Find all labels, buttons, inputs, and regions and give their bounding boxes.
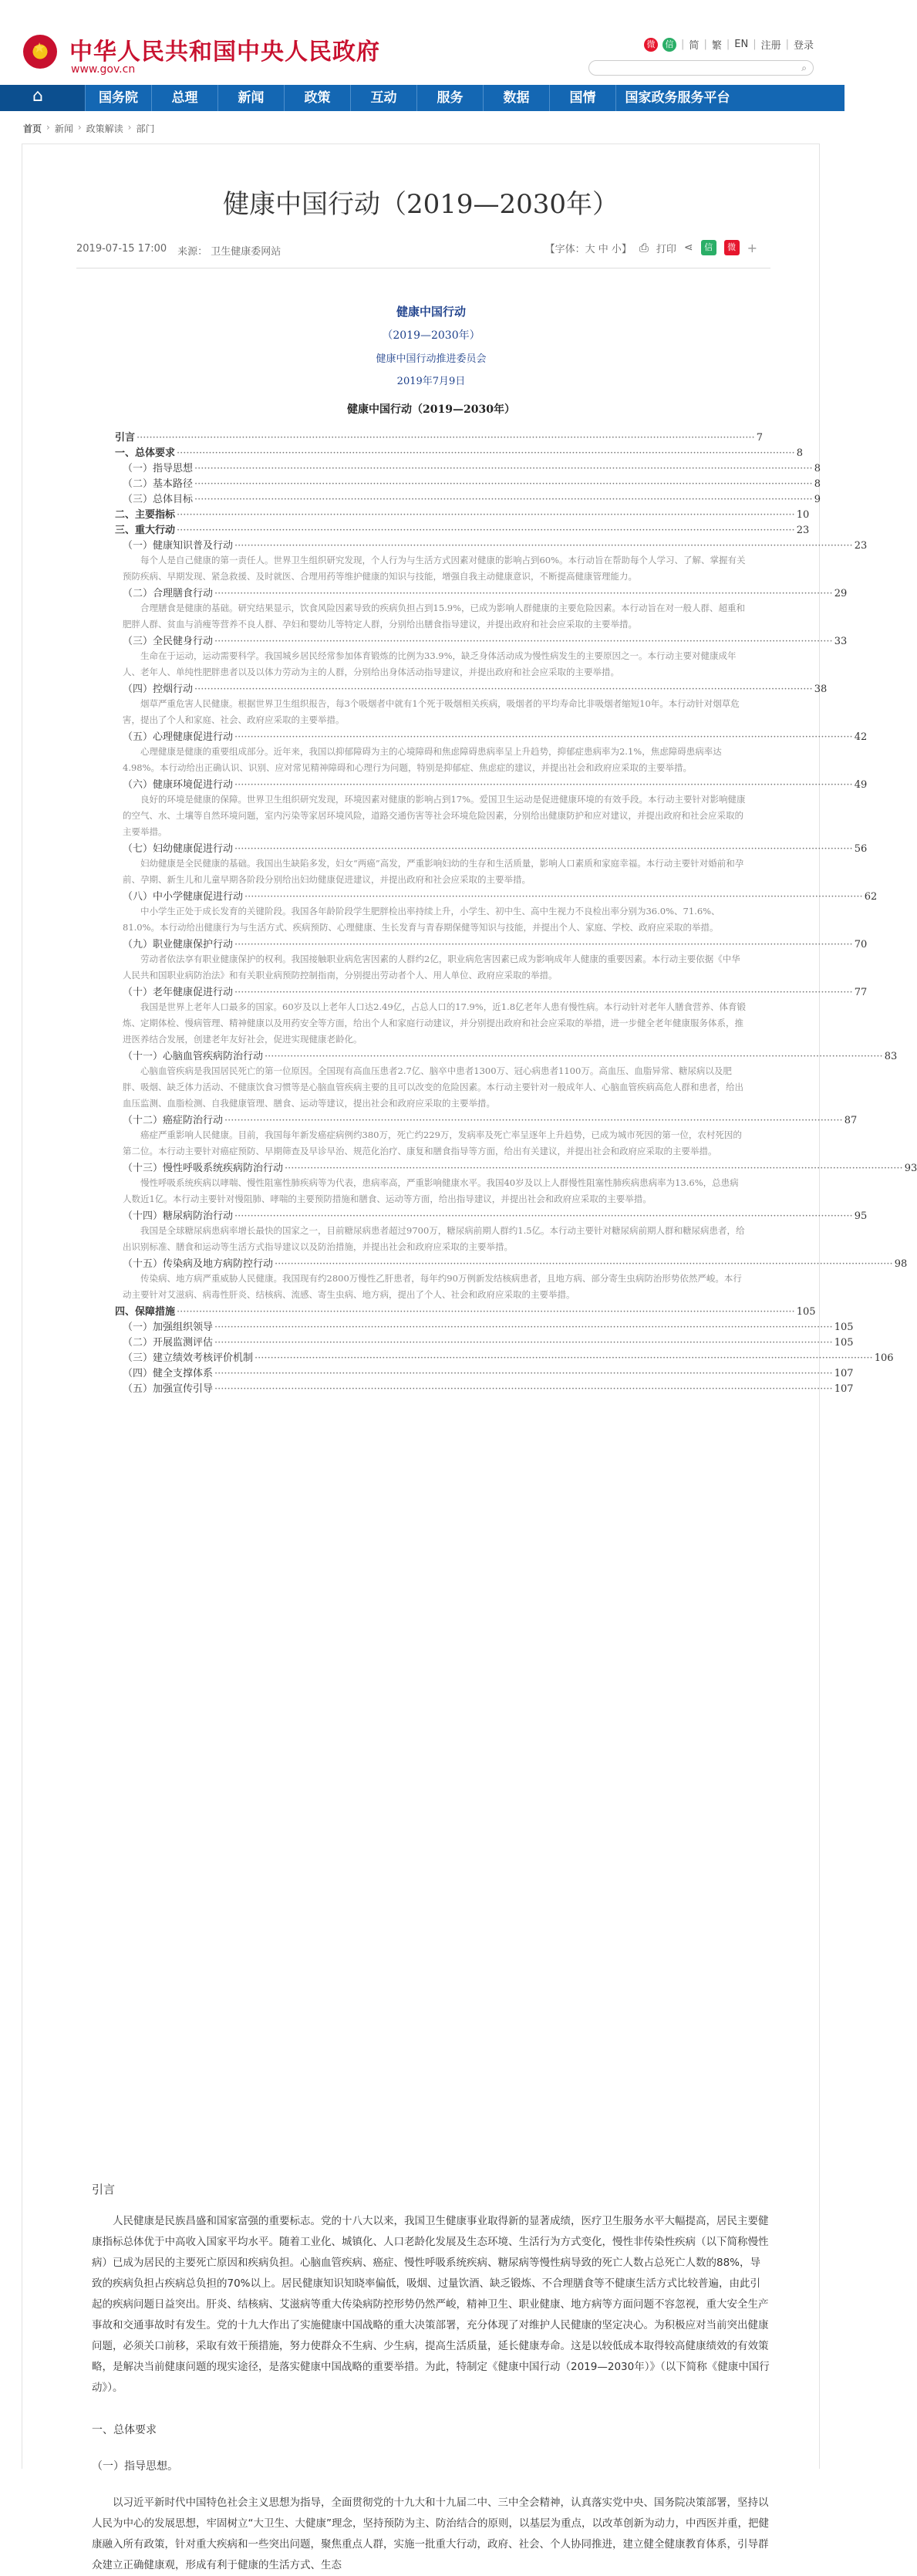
toc-entry[interactable]	[115, 460, 821, 475]
toc-entry[interactable]	[115, 776, 868, 792]
lang-simplified-link[interactable]: 简	[689, 40, 700, 52]
print-button[interactable]: 打印	[656, 243, 676, 255]
toc-entry-page: 8	[814, 463, 821, 474]
toc-entry-description: 每个人是自己健康的第一责任人。世界卫生组织研究发现，个人行为与生活方式因素对健康的影响占到60%。本行动旨在帮助每个人学习、了解、掌握有关预防疾病、早期发现、紧急救援、及时就医、合理用药等维护健康的知识与技能，增强自我主动健康意识，不断提高健康管理能力。	[123, 555, 746, 582]
toc-entry-label: （三）全民健身行动	[123, 636, 214, 647]
publish-date: 2019-07-15 17:00	[76, 243, 167, 255]
toc-entry[interactable]	[115, 1349, 894, 1365]
toc-entry[interactable]	[115, 444, 803, 460]
toc-leader-dots	[137, 432, 755, 444]
toc-entry-label: （七）妇幼健康促进行动	[123, 843, 234, 855]
toc-entry[interactable]	[115, 1303, 816, 1318]
toc-entry[interactable]	[115, 984, 868, 999]
toc-entry[interactable]	[115, 1365, 854, 1380]
toc-entry-label: 二、主要指标	[115, 509, 176, 521]
toc-entry-page: 29	[834, 588, 848, 599]
toc-leader-dots	[224, 1115, 843, 1126]
toc-entry-label: （一）健康知识普及行动	[123, 540, 234, 552]
toc-entry[interactable]	[115, 728, 868, 744]
home-icon[interactable]	[0, 85, 85, 111]
search-input[interactable]	[597, 62, 790, 76]
toc-leader-dots	[234, 779, 853, 791]
toc-entry[interactable]	[115, 680, 828, 696]
doc-years: （2019—2030年）	[382, 329, 480, 342]
lang-english-link[interactable]: EN	[734, 39, 749, 50]
toc-entry-label: （三）总体目标	[123, 494, 194, 505]
breadcrumb-home[interactable]: 首页	[23, 123, 42, 134]
toc-leader-dots	[177, 525, 795, 536]
toc-entry-label: （三）建立绩效考核评价机制	[123, 1352, 254, 1364]
article-title: 健康中国行动（2019—2030年）	[222, 189, 619, 220]
site-url: www.gov.cn	[71, 63, 136, 76]
toc-entry-page: 10	[796, 509, 810, 521]
toc-leader-dots	[177, 509, 795, 521]
toc-entry-label: 一、总体要求	[115, 447, 176, 459]
intro-paragraph: 人民健康是民族昌盛和国家富强的重要标志。党的十八大以来，我国卫生健康事业取得新的显著成绩，医疗卫生服务水平大幅提高，居民主要健康指标总体优于中高收入国家平均水平。随着工业化、城镇化、人口老龄化发展及生态环境、生活行为方式变化，慢性非传染性疾病（以下简称慢性病）已成为居民的主要死亡原因和疾病负担。心脑血管疾病、癌症、慢性呼吸系统疾病、糖尿病等慢性病导致的死亡人数占总死亡人数的88%，导致的疾病负担占疾病总负担的70%以上。居民健康知识知晓率偏低，吸烟、过量饮酒、缺乏锻炼、不合理膳食等不健康生活方式比较普遍，由此引起的疾病问题日益突出。肝炎、结核病、艾滋病等重大传染病防控形势仍然严峻，精神卫生、职业健康、地方病等方面问题不容忽视，重大安全生产事故和交通事故时有发生。党的十九大作出了实施健康中国战略的重大决策部署，充分体现了对维护人民健康的坚定决心。为积极应对当前突出健康问题，必须关口前移，采取有效干预措施，努力使群众不生病、少生病，提高生活质量，延长健康寿命。这是以较低成本取得较高健康绩效的有效策略，是解决当前健康问题的现实途径，是落实健康中国战略的重要举措。为此，特制定《健康中国行动（2019—2030年）》（以下简称《健康中国行动》）。	[92, 2215, 770, 2394]
toc-leader-dots	[177, 1306, 795, 1318]
toc-entry-label: （五）心理健康促进行动	[123, 731, 234, 743]
toc-entry[interactable]	[115, 1048, 898, 1063]
toc-leader-dots	[234, 731, 853, 743]
toc-entry[interactable]	[115, 522, 810, 537]
doc-date: 2019年7月9日	[396, 376, 466, 387]
toc-leader-dots	[285, 1163, 903, 1174]
toc-entry-page: 42	[854, 731, 868, 743]
document-body	[115, 299, 917, 1396]
toc-entry-description: 良好的环境是健康的保障。世界卫生组织研究发现，环境因素对健康的影响占到17%。爱国卫生运动是促进健康环境的有效手段。本行动主要针对影响健康的空气、水、土壤等自然环境问题，室内污染等家居环境风险，道路交通伤害等社会环境危险因素，分别给出健康防护和应对建议，并提出政府和社会应采取的主要举措。	[123, 794, 746, 837]
toc-entry[interactable]	[115, 840, 868, 856]
toc-leader-dots	[194, 494, 813, 505]
toc-entry[interactable]	[115, 491, 821, 506]
article-source: 来源： 卫生健康委网站	[177, 246, 282, 258]
toc-entry-description: 我国是世界上老年人口最多的国家。60岁及以上老年人口达2.49亿，占总人口的17.9%，近1.8亿老年人患有慢性病。本行动针对老年人膳食营养、体育锻炼、定期体检、慢病管理、精神健康以及用药安全等方面，给出个人和家庭行动建议，并分别提出政府和社会应采取的举措，进一步健全老年健康服务体系，推进医养结合发展，创建老年友好社会，促进实现健康老龄化。	[123, 1001, 747, 1045]
toc-entry-description: 心脑血管疾病是我国居民死亡的第一位原因。全国现有高血压患者2.7亿、脑卒中患者1300万、冠心病患者1100万。高血压、血脂异常、糖尿病以及肥胖、吸烟、缺乏体力活动、不健康饮食习惯等是心脑血管疾病主要的且可以改变的危险因素。本行动主要针对一般成年人、心脑血管疾病高危人群和患者，给出血压监测、血脂检测、自我健康管理、膳食、运动等建议，提出社会和政府应采取的主要举措。	[123, 1065, 743, 1109]
toc-entry-page: 106	[874, 1352, 894, 1364]
breadcrumb-department[interactable]: 部门	[136, 123, 155, 134]
nav-item-national-conditions[interactable]: 国情	[549, 85, 615, 111]
doc-committee: 健康中国行动推进委员会	[376, 353, 487, 365]
toc-leader-dots	[234, 987, 853, 998]
lang-traditional-link[interactable]: 繁	[711, 40, 722, 52]
toc-entry-label: 三、重大行动	[115, 525, 176, 536]
toc-leader-dots	[265, 1051, 883, 1062]
site-header	[0, 0, 845, 85]
nav-item-policy[interactable]: 政策	[284, 85, 350, 111]
register-link[interactable]: 注册	[760, 40, 781, 52]
toc-entry-page: 77	[854, 987, 868, 998]
toc-entry-page: 56	[854, 843, 868, 855]
toc-leader-dots	[214, 1322, 833, 1333]
toc-entry-page: 23	[796, 525, 810, 536]
toc-leader-dots	[234, 540, 853, 552]
weibo-icon[interactable]: 微	[644, 38, 658, 52]
toc-entry[interactable]	[115, 1160, 917, 1175]
toc-entry-description: 合理膳食是健康的基础。研究结果显示，饮食风险因素导致的疾病负担占到15.9%，已成为影响人群健康的主要危险因素。本行动旨在对一般人群、超重和肥胖人群、贫血与消瘦等营养不良人群、孕妇和婴幼儿等特定人群，分别给出膳食指导建议，并提出政府和社会应采取的主要举措。	[123, 603, 746, 630]
toc-entry[interactable]	[115, 1318, 854, 1334]
toc-entry-description: 烟草严重危害人民健康。根据世界卫生组织报告，每3个吸烟者中就有1个死于吸烟相关疾病，吸烟者的平均寿命比非吸烟者缩短10年。本行动针对烟草危害，提出了个人和家庭、社会、政府应采取的主要举措。	[123, 698, 740, 725]
toc-entry-description: 我国是全球糖尿病患病率增长最快的国家之一，目前糖尿病患者超过9700万，糖尿病前期人群约1.5亿。本行动主要针对糖尿病前期人群和糖尿病患者，给出识别标准、膳食和运动等生活方式指导建议以及防治措施，并提出社会和政府应采取的主要举措。	[123, 1225, 745, 1252]
wechat-icon[interactable]: 信	[662, 38, 676, 52]
toc-leader-dots	[234, 939, 853, 950]
toc-title: 健康中国行动（2019—2030年）	[347, 403, 515, 416]
nav-item-premier[interactable]: 总理	[151, 85, 217, 111]
national-emblem-icon	[23, 35, 57, 69]
more-share-icon[interactable]: +	[747, 240, 757, 255]
toc-leader-dots	[177, 447, 795, 459]
table-of-contents	[115, 429, 917, 1396]
toc-entry-label: （二）基本路径	[123, 478, 194, 490]
toc-entry-label: （四）控烟行动	[123, 684, 194, 695]
toc-leader-dots	[275, 1258, 893, 1270]
toc-entry[interactable]	[115, 1380, 854, 1396]
share-icon[interactable]: ⋖	[683, 241, 693, 254]
toc-entry-page: 49	[854, 779, 868, 791]
toc-entry-page: 38	[814, 684, 828, 695]
toc-entry-description: 慢性呼吸系统疾病以哮喘、慢性阻塞性肺疾病等为代表，患病率高，严重影响健康水平。我国40岁及以上人群慢性阻塞性肺疾病患病率为13.6%，总患病人数近1亿。本行动主要针对慢阻肺、哮喘的主要预防措施和膳食、运动等方面，给出指导建议，并提出社会和政府应采取的主要举措。	[123, 1177, 739, 1204]
toc-entry[interactable]	[115, 633, 848, 648]
toc-entry-description: 妇幼健康是全民健康的基础。我国出生缺陷多发，妇女“两癌”高发，严重影响妇幼的生存和生活质量，影响人口素质和家庭幸福。本行动主要针对婚前和孕前、孕期、新生儿和儿童早期各阶段分别给出妇幼健康促进建议，并提出政府和社会应采取的主要举措。	[123, 858, 744, 885]
toc-entry-label: （十四）糖尿病防治行动	[123, 1210, 234, 1222]
toc-entry-page: 107	[834, 1383, 854, 1395]
toc-leader-dots	[194, 463, 813, 474]
toc-entry[interactable]	[115, 888, 878, 903]
toc-entry-page: 8	[814, 478, 821, 490]
toc-entry-label: （十）老年健康促进行动	[123, 987, 234, 998]
toc-leader-dots	[234, 843, 853, 855]
toc-entry-label: （一）加强组织领导	[123, 1322, 214, 1333]
nav-item-service[interactable]: 服务	[416, 85, 483, 111]
wechat-share-icon[interactable]: 信	[701, 240, 716, 255]
nav-item-data[interactable]: 数据	[483, 85, 549, 111]
search-icon[interactable]: ⌕	[801, 62, 807, 73]
toc-entry-label: （一）指导思想	[123, 463, 194, 474]
login-link[interactable]: 登录	[793, 40, 814, 52]
toc-entry-label: （六）健康环境促进行动	[123, 779, 234, 791]
toc-entry-page: 105	[796, 1306, 816, 1318]
toc-leader-dots	[214, 636, 833, 647]
toc-entry-page: 105	[834, 1337, 854, 1349]
toc-entry[interactable]	[115, 506, 810, 522]
toc-leader-dots	[214, 1337, 833, 1349]
nav-item-news[interactable]: 新闻	[217, 85, 284, 111]
nav-item-interaction[interactable]: 互动	[350, 85, 416, 111]
top-links: 微 信 | 简 | 繁 | EN | 注册 | 登录	[644, 37, 814, 52]
toc-entry-label: （二）合理膳食行动	[123, 588, 214, 599]
toc-entry-page: 87	[844, 1115, 858, 1126]
toc-entry-label: （四）健全支撑体系	[123, 1368, 214, 1379]
toc-leader-dots	[255, 1352, 873, 1364]
toc-leader-dots	[214, 1383, 833, 1395]
toc-entry-page: 107	[834, 1368, 854, 1379]
guiding-ideology-paragraph: 以习近平新时代中国特色社会主义思想为指导，全面贯彻党的十九大和十九届二中、三中全会精神，认真落实党中央、国务院决策部署，坚持以人民为中心的发展思想，牢固树立“大卫生、大健康”理念，坚持预防为主、防治结合的原则，以基层为重点，以改革创新为动力，中西医并重，把健康融入所有政策，针对重大疾病和一些突出问题，聚焦重点人群，实施一批重大行动，政府、社会、个人协同推进，建立健全健康教育体系，引导群众建立正确健康观，形成有利于健康的生活方式、生态	[92, 2497, 769, 2571]
toc-entry-label: （九）职业健康保护行动	[123, 939, 234, 950]
toc-entry-page: 70	[854, 939, 868, 950]
toc-entry-label: 引言	[115, 432, 136, 444]
site-title[interactable]: 中华人民共和国中央人民政府	[69, 39, 380, 66]
toc-entry-label: 四、保障措施	[115, 1306, 176, 1318]
toc-entry-description: 生命在于运动，运动需要科学。我国城乡居民经常参加体育锻炼的比例为33.9%，缺乏身体活动成为慢性病发生的主要原因之一。本行动主要对健康成年人、老年人、单纯性肥胖患者以及以体力劳动为主的人群，分别给出身体活动指导建议，并提出政府和社会应采取的主要举措。	[123, 650, 737, 677]
font-size-switcher[interactable]: 【字体：大 中 小】	[544, 243, 632, 255]
print-icon[interactable]: ⎙	[639, 241, 649, 255]
toc-leader-dots	[244, 891, 863, 903]
nav-item-state-council[interactable]: 国务院	[85, 85, 151, 111]
toc-entry-page: 83	[884, 1051, 898, 1062]
section-heading: 一、总体要求	[92, 2424, 157, 2436]
toc-entry[interactable]	[115, 936, 868, 951]
nav-item-gov-service-platform[interactable]: 国家政务服务平台	[615, 85, 739, 111]
article-card	[22, 143, 917, 2571]
article-meta	[76, 243, 281, 258]
intro-heading: 引言	[92, 2183, 116, 2196]
toc-entry-page: 62	[864, 891, 878, 903]
toc-entry-page: 8	[796, 447, 803, 459]
breadcrumb-policy-interpretation[interactable]: 政策解读	[86, 123, 123, 134]
toc-leader-dots	[214, 588, 833, 599]
toc-entry-page: 98	[894, 1258, 908, 1270]
search-box	[588, 60, 814, 76]
toc-entry-page: 23	[854, 540, 868, 552]
subsection-heading: （一）指导思想。	[92, 2460, 178, 2473]
toc-entry-description: 癌症严重影响人民健康。目前，我国每年新发癌症病例约380万，死亡约229万，发病率及死亡率呈逐年上升趋势，已成为城市死因的第一位，农村死因的第二位。本行动主要针对癌症预防、早期筛查及早诊早治、规范化治疗、康复和膳食指导等方面，给出有关建议，并提出社会和政府应采取的主要举措。	[123, 1129, 742, 1156]
breadcrumb: 首页 › 新闻 › 政策解读 › 部门	[23, 122, 155, 134]
toc-leader-dots	[194, 478, 813, 490]
toc-entry-description: 中小学生正处于成长发育的关键阶段。我国各年龄阶段学生肥胖检出率持续上升，小学生、初中生、高中生视力不良检出率分别为36.0%、71.6%、81.0%。本行动给出健康行为与生活方式、疾病预防、心理健康、生长发育与青春期保健等知识与技能，并提出个人、家庭、学校、政府应采取的举措。	[123, 906, 720, 933]
toc-entry-label: （八）中小学健康促进行动	[123, 891, 244, 903]
introduction-section	[92, 2181, 770, 2576]
toc-entry[interactable]	[115, 537, 868, 552]
toc-entry-label: （十一）心脑血管疾病防治行动	[123, 1051, 264, 1062]
toc-entry-label: （十二）癌症防治行动	[123, 1115, 224, 1126]
toc-entry[interactable]	[115, 1207, 868, 1223]
main-nav	[0, 85, 845, 111]
toc-entry[interactable]	[115, 1112, 858, 1127]
toc-entry-page: 9	[814, 494, 821, 505]
toc-entry-label: （十五）传染病及地方病防控行动	[123, 1258, 274, 1270]
toc-entry-label: （五）加强宣传引导	[123, 1383, 214, 1395]
toc-entry-page: 95	[854, 1210, 868, 1222]
toc-entry[interactable]	[115, 475, 821, 491]
toc-entry-label: （二）开展监测评估	[123, 1337, 214, 1349]
toc-leader-dots	[234, 1210, 853, 1222]
toc-entry[interactable]	[115, 1334, 854, 1349]
doc-heading: 健康中国行动	[396, 305, 466, 319]
document-heading	[115, 303, 747, 387]
toc-entry[interactable]	[115, 585, 848, 600]
article-tools	[545, 240, 757, 255]
toc-entry-description: 劳动者依法享有职业健康保护的权利。我国接触职业病危害因素的人群约2亿，职业病危害因素已成为影响成年人健康的重要因素。本行动主要依据《中华人民共和国职业病防治法》和有关职业病预防控制指南，分别提出劳动者个人、用人单位、政府应采取的举措。	[123, 954, 740, 981]
toc-entry-page: 33	[834, 636, 848, 647]
toc-entry[interactable]	[115, 429, 763, 444]
weibo-share-icon[interactable]: 微	[724, 240, 740, 255]
breadcrumb-news[interactable]: 新闻	[54, 123, 73, 134]
toc-entry-page: 7	[756, 432, 763, 444]
toc-entry[interactable]	[115, 1255, 908, 1271]
toc-entry-page: 93	[904, 1163, 917, 1174]
toc-entry-description: 心理健康是健康的重要组成部分。近年来，我国以抑郁障碍为主的心境障碍和焦虑障碍患病率呈上升趋势，抑郁症患病率为2.1%，焦虑障碍患病率达4.98%。本行动给出正确认识、识别、应对常见精神障碍和心理行为问题，特别是抑郁症、焦虑症的建议，并提出社会和政府应采取的主要举措。	[123, 746, 722, 773]
toc-leader-dots	[214, 1368, 833, 1379]
toc-entry-description: 传染病、地方病严重威胁人民健康。我国现有约2800万慢性乙肝患者，每年约90万例新发结核病患者，且地方病、部分寄生虫病防治形势依然严峻。本行动主要针对艾滋病、病毒性肝炎、结核病、流感、寄生虫病、地方病，提出了个人、社会和政府应采取的主要举措。	[123, 1273, 742, 1300]
toc-leader-dots	[194, 684, 813, 695]
toc-entry-page: 105	[834, 1322, 854, 1333]
toc-entry-label: （十三）慢性呼吸系统疾病防治行动	[123, 1163, 284, 1174]
